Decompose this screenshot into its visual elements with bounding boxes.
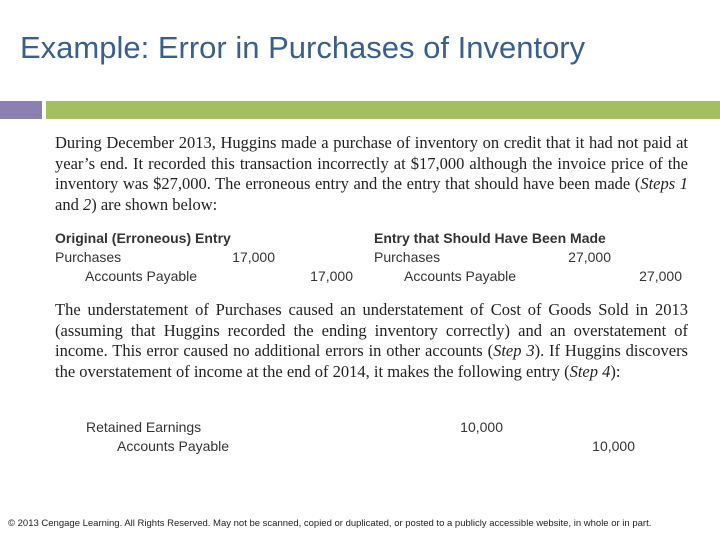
correcting-credit-account: Accounts Payable (117, 438, 230, 454)
intro-step-1: Steps 1 (640, 174, 688, 193)
original-credit-amount: 17,000 (310, 268, 353, 284)
intro-paragraph (55, 133, 688, 215)
correct-entry-heading: Entry that Should Have Been Made (374, 230, 606, 246)
correct-debit-account: Purchases (374, 249, 441, 265)
correct-debit-amount: 27,000 (568, 249, 611, 265)
accent-bar-left (0, 101, 42, 119)
copyright-footer: © 2013 Cengage Learning. All Rights Reserved. May not be scanned, copied or duplicated, or posted to a publicly accessible website, in whole or in part. (8, 518, 652, 529)
original-debit-amount: 17,000 (232, 249, 275, 265)
correcting-credit-amount: 10,000 (592, 438, 635, 454)
correcting-debit-amount: 10,000 (460, 419, 503, 435)
explanation-text-1: The understatement of Purchases caused an understatement of Cost of Goods Sold in 2013 (assuming that Huggins recorded the ending inventory correctly) and an overstatement of income. This error caused no additional errors in other accounts ( (55, 300, 688, 360)
intro-step-2: 2 (82, 194, 92, 214)
correcting-debit-account: Retained Earnings (86, 419, 202, 435)
correct-credit-account: Accounts Payable (404, 268, 517, 284)
explanation-step-3: Step 3 (493, 341, 535, 360)
explanation-paragraph (55, 300, 688, 382)
explanation-text-2: ). If Huggins discovers the overstatement of income at the end of 2014, it makes the following entry ( (55, 341, 688, 381)
explanation-step-4: Step 4 (569, 361, 611, 381)
accent-bar-right (46, 101, 720, 119)
intro-text-3: ) are shown below: (91, 194, 218, 214)
slide-title: Example: Error in Purchases of Inventory (20, 30, 586, 65)
explanation-text-3: ): (610, 361, 621, 381)
original-debit-account: Purchases (55, 249, 122, 265)
intro-text-1: During December 2013, Huggins made a purchase of inventory on credit that it had not paid at year’s end. It recorded this transaction incorrectly at $17,000 although the invoice price of the inventory was $27,000. The erroneous entry and the entry that should have been made ( (55, 133, 688, 193)
correct-credit-amount: 27,000 (639, 268, 682, 284)
original-credit-account: Accounts Payable (85, 268, 198, 284)
original-entry-heading: Original (Erroneous) Entry (55, 230, 231, 246)
intro-text-2: and (55, 194, 83, 214)
